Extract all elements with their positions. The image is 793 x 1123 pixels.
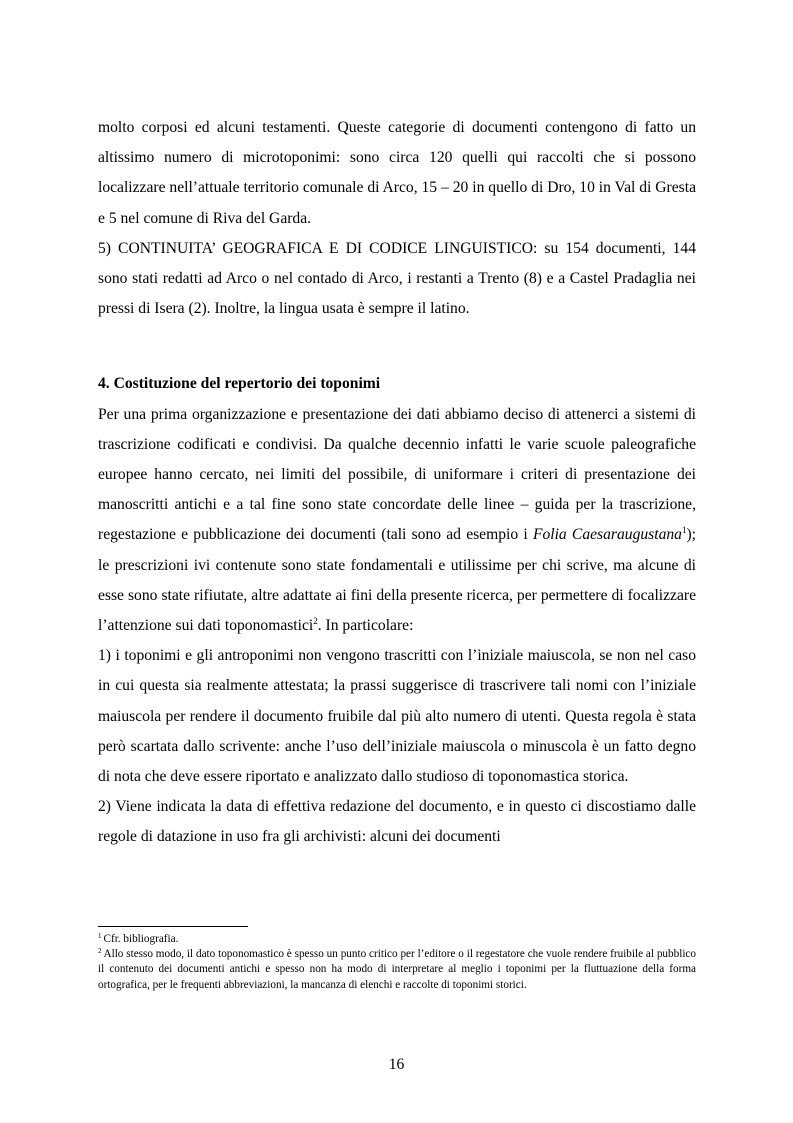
footnotes (98, 932, 696, 993)
section-heading: 4. Costituzione del repertorio dei toponimi (98, 375, 381, 393)
footnote-ref[interactable]: 2 (313, 616, 318, 627)
paragraph-text: . In particolare: (317, 617, 414, 635)
footnote-marker: 1 (98, 932, 102, 940)
page-number: 16 (388, 1056, 405, 1073)
paragraph: 1) i toponimi e gli antroponimi non vengono trascritti con l’iniziale maiuscola, se non nel caso in cui questa sia realmente attestata; la prassi suggerisce di trascrivere tali nomi con l’iniziale maiuscola per rendere il documento fruibile dal più alto numero di utenti. Questa regola è stata però scartata dallo scrivente: anche l’uso dell’iniziale maiuscola o minuscola è un fatto degno di nota che deve essere riportato e analizzato dallo studioso di toponomastica storica. (98, 647, 696, 786)
paragraph: 5) CONTINUITA’ GEOGRAFICA E DI CODICE LINGUISTICO: su 154 documenti, 144 sono stati redatti ad Arco o nel contado di Arco, i restanti a Trento (8) e a Castel Pradaglia nei pressi di Isera (2). Inoltre, la lingua usata è sempre il latino. (98, 239, 696, 318)
italic-title: Folia Caesaraugustana (532, 526, 682, 544)
paragraph: 2) Viene indicata la data di effettiva redazione del documento, e in questo ci discostiamo dalle regole di datazione in uso fra gli archivisti: alcuni dei documenti (98, 798, 696, 846)
footnote-marker: 2 (98, 947, 102, 956)
paragraph: molto corposi ed alcuni testamenti. Queste categorie di documenti contengono di fatto un altissimo numero di microtoponimi: sono circa 120 quelli qui raccolti che si possono localizzare nell’attuale territorio comunale di Arco, 15 – 20 in quello di Dro, 10 in Val di Gresta e 5 nel comune di Riva del Garda. (98, 119, 696, 227)
main-text (98, 113, 696, 853)
footnote-ref[interactable]: 1 (681, 525, 687, 536)
paragraph (98, 400, 696, 642)
spacer (98, 324, 696, 369)
footnote-text: Cfr. bibliografia. (103, 933, 179, 945)
footnote-divider (98, 926, 248, 927)
paragraph-text: ); le prescrizioni ivi contenute sono state fondamentali e utilissime per chi scrive, ma alcune di esse sono state rifiutate, altre adattate ai fini della presente ricerca, per permettere di focalizzare l’attenzione sui dati toponomastici (98, 526, 696, 635)
footnote-text: Allo stesso modo, il dato toponomastico è spesso un punto critico per l’editore o il regestatore che vuole rendere fruibile al pubblico il contenuto dei documenti antichi e spesso non ha modo di interpretare al meglio i toponimi per la fluttuazione della forma ortografica, per le frequenti abbreviazioni, la mancanza di elenchi e raccolte di toponimi storici. (98, 948, 696, 991)
footnote (98, 932, 696, 947)
footnote (98, 947, 696, 993)
paragraph-text: Per una prima organizzazione e presentazione dei dati abbiamo deciso di attenerci a sistemi di trascrizione codificati e condivisi. Da qualche decennio infatti le varie scuole paleografiche europee hanno cercato, nei limiti del possibile, di uniformare i criteri di presentazione dei manoscritti antichi e a tal fine sono state concordate delle linee – guida per la trascrizione, regestazione e pubblicazione dei documenti (tali sono ad esempio i (98, 405, 696, 544)
